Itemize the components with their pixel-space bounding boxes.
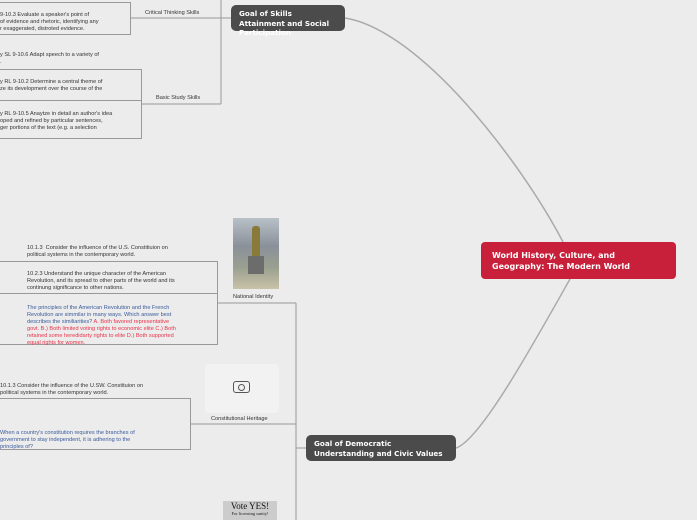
n3-answers: A. Both favored representative govt. B.) Both limited voting rights to economic elite C.) Both retained some heredidarty rights to elite D.) Both supported equal rights for women. [27, 319, 176, 346]
n2-box[interactable] [0, 261, 218, 294]
goal-skills-node[interactable]: Goal of Skills Attainment and Social Participation [231, 5, 345, 31]
c1-text[interactable]: 10.1.3 Consider the influence of the U.SW. Constituion on political systems in the contemporary world. [0, 383, 144, 396]
n1-text[interactable]: 10.1.3 Consider the influence of the U.S. Constitiuion on political systems in the contemporary world. [27, 245, 168, 258]
constitutional-heritage-label[interactable]: Constitutional Heritage [211, 416, 268, 422]
critical-text: 9-10.3 Evaluate a speaker's point of of evidence and rhetoric, identifying any r exaggerated, distroted evidence. [0, 12, 99, 32]
critical-box[interactable] [0, 2, 131, 35]
rl5-box[interactable] [0, 101, 142, 139]
goal-democratic-node[interactable]: Goal of Democratic Understanding and Civic Values [306, 435, 456, 461]
vote-sub: For licensing sanity! [231, 511, 269, 516]
camera-icon [233, 381, 250, 393]
rl2-text: y RL 9-10.2 Determine a central theme of ze its development over the course of the [0, 79, 103, 92]
central-topic[interactable]: World History, Culture, and Geography: The Modern World [481, 242, 676, 279]
vote-title: Vote YES! [230, 501, 270, 511]
vote-yes-image [223, 501, 277, 520]
image-placeholder[interactable] [205, 364, 279, 413]
statue-of-liberty-image [233, 218, 279, 289]
c2-box[interactable] [0, 398, 191, 450]
n3-question: The principles of the American Revolution and the French Revolution are simmilar in many ways. Which answer best describes the similiarities? [27, 305, 172, 325]
n2-text: 10.2.3 Understand the unique character of the American Revolution, and its spread to other parts of the world and its continung significance to other nations. [27, 271, 175, 291]
rl2-box[interactable] [0, 69, 142, 101]
critical-thinking-label[interactable]: Critical Thinking Skills [145, 10, 200, 16]
sl-text[interactable]: y SL 9-10.6 Adapt speech to a variety of . [0, 52, 99, 65]
n3-box[interactable] [0, 293, 218, 345]
c2-text: When a country's constitution requires the branches of government to stay independent, it is adhering to the principles of? [0, 430, 135, 450]
rl5-text: y RL 9-10.5 Anaytze in detail an author's idea oped and refined by particular sentences, ger portions of the text (e.g. a selection [0, 111, 113, 131]
national-identity-label[interactable]: National Identity [233, 294, 274, 300]
basic-study-label[interactable]: Basic Study Skills [156, 95, 201, 101]
